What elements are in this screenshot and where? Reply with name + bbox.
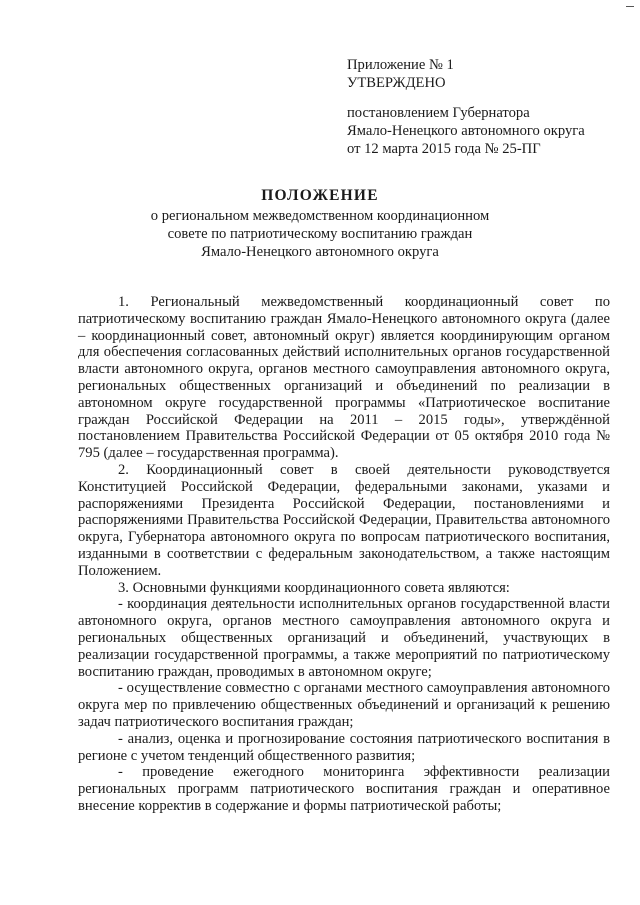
paragraph-3: 3. Основными функциями координационного совета являются: [118, 579, 510, 596]
paragraph-2: 2. Координационный совет в своей деятельности руководствуется Конституцией Российской Федерации, федеральными законами, указами и распоряжениями Президента Российской Федерации, постановлениями и распоряжениями Правительства Российской Федерации, Правительства автономного округа, Губернатора автономного округа по вопросам патриотического воспитания, изданными в соответствии с федеральным законодательством, а также настоящим Положением. [78, 461, 610, 579]
spacer [347, 92, 617, 104]
appendix-label: Приложение № 1 [347, 57, 454, 73]
scan-mark [626, 6, 634, 7]
title-block [120, 186, 520, 261]
function-item-1: - координация деятельности исполнительных органов государственной власти автономного округа, органов местного самоуправления автономного округа и региональных общественных организаций и объединений, участвующих в реализации государственной программы, а также мероприятий по патриотическому воспитанию граждан, проводимых в автономном округе; [78, 596, 610, 680]
approval-line-1: постановлением Губернатора [347, 105, 530, 121]
approval-line-2: Ямало-Ненецкого автономного округа [347, 123, 585, 139]
approved-label: УТВЕРЖДЕНО [347, 75, 446, 91]
paragraph-1: 1. Региональный межведомственный координационный совет по патриотическому воспитанию граждан Ямало-Ненецкого автономного округа (далее – координационный совет, автономный округ) является координирующим органом для обеспечения согласованных действий исполнительных органов государственной власти автономного округа, органов местного самоуправления автономного округа, региональных общественных организаций и объединений по реализации в автономном округе государственной программы «Патриотическое воспитание граждан Российской Федерации на 2011 – 2015 годы», утверждённой постановлением Правительства Российской Федерации от 05 октября 2010 года № 795 (далее – государственная программа). [78, 294, 610, 462]
title-line-3: Ямало-Ненецкого автономного округа [201, 244, 439, 260]
function-item-4: - проведение ежегодного мониторинга эффективности реализации региональных программ патриотического воспитания граждан и оперативное внесение корректив в содержание и формы патриотической работы; [78, 764, 610, 814]
approval-block [347, 56, 617, 158]
title-line-2: совете по патриотическому воспитанию граждан [167, 226, 473, 242]
title-line-1: о региональном межведомственном координационном [150, 208, 490, 224]
function-item-3: - анализ, оценка и прогнозирование состояния патриотического воспитания в регионе с учетом тенденций общественного развития; [78, 730, 610, 764]
document-body [78, 294, 610, 815]
approval-line-3: от 12 марта 2015 года № 25-ПГ [347, 141, 541, 157]
document-title: ПОЛОЖЕНИЕ [261, 187, 379, 204]
function-item-2: - осуществление совместно с органами местного самоуправления автономного округа мер по привлечению общественных объединений и организаций к решению задач патриотического воспитания граждан; [78, 680, 610, 730]
